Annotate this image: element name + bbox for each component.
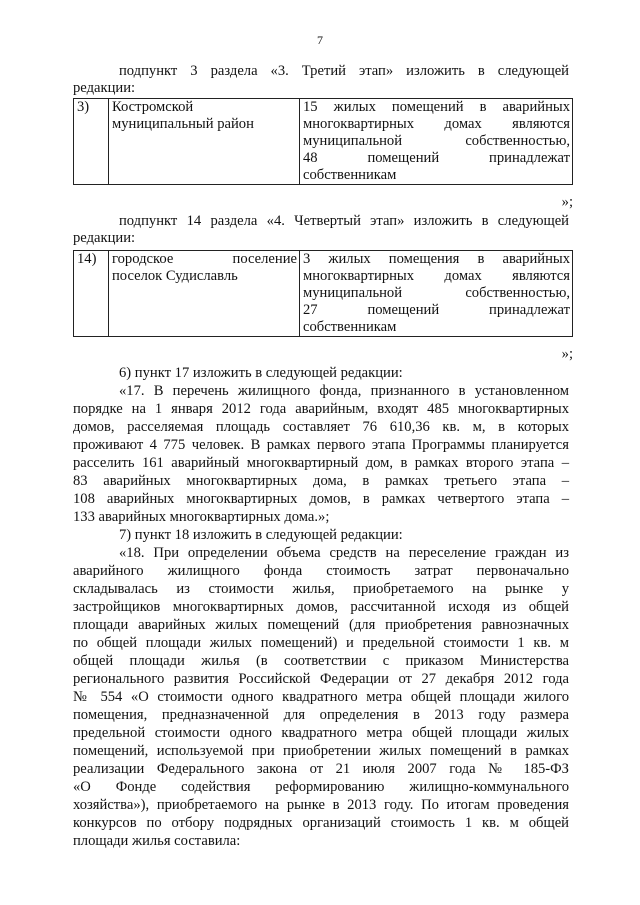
p18-line: по общей площади жилых помещений) и предельной стоимости 1 кв. м [73, 635, 569, 651]
p18-line: складывалась из стоимости жилья, приобретаемого на рынке у [73, 581, 569, 597]
municipality-line: Костромской [112, 99, 194, 115]
description-line: 48 помещений принадлежат [303, 150, 570, 166]
description-line: собственникам [303, 167, 397, 183]
p18-line: площади жилья составила: [73, 833, 241, 849]
description-line: 15 жилых помещений в аварийных [303, 99, 570, 115]
p17-line: 108 аварийных многоквартирных домов, в рамках четвертого этапа – [73, 491, 569, 507]
p18-line: помещений, используемой при приобретении жилых помещений в рамках [73, 743, 569, 759]
p17-line: расселить 161 аварийный многоквартирный дом, в рамках второго этапа – [73, 455, 569, 471]
closing-quote-1: »; [561, 194, 573, 210]
municipality-line: муниципальный район [112, 116, 254, 132]
municipality-line: поселок Судиславль [112, 268, 238, 284]
intro2-line2: редакции: [73, 230, 136, 246]
table-stage4 [73, 250, 573, 337]
p18-line: площади аварийных жилых помещений (для приобретения равнозначных [73, 617, 569, 633]
municipality-cell [109, 251, 300, 337]
table-row [74, 99, 573, 185]
p18-line: общей площади жилья (в соответствии с приказом Министерства [73, 653, 569, 669]
description-line: собственникам [303, 319, 397, 335]
page-number: 7 [317, 33, 323, 47]
p18-line: № 554 «О стоимости одного квадратного метра общей площади жилого [73, 689, 569, 705]
municipality-line: городское поселение [112, 251, 297, 267]
description-line: муниципальной собственностью, [303, 133, 570, 149]
p18-line: аварийного жилищного фонда стоимость затрат первоначально [73, 563, 569, 579]
row-number: 14) [77, 251, 97, 267]
p18-line: помещения, предназначенной для определения в 2013 году размера [73, 707, 569, 723]
description-line: муниципальной собственностью, [303, 285, 570, 301]
p17-line: порядке на 1 января 2012 года аварийным, входят 485 многоквартирных [73, 401, 569, 417]
intro2-line1: подпункт 14 раздела «4. Четвертый этап» изложить в следующей [119, 213, 569, 229]
description-line: 3 жилых помещения в аварийных [303, 251, 570, 267]
p18-line: хозяйства»), приобретаемого на рынке в 2013 году. По итогам проведения [73, 797, 569, 813]
p18-line: регионального развития Российской Федерации от 27 декабря 2012 года [73, 671, 569, 687]
description-line: многоквартирных домах являются [303, 116, 570, 132]
p18-line: застройщиков многоквартирных домов, рассчитанной исходя из общей [73, 599, 569, 615]
row-number: 3) [77, 99, 90, 115]
closing-quote-2: »; [561, 346, 573, 362]
description-cell [300, 99, 573, 185]
p17-line: домов, расселяемая площадь составляет 76 610,36 кв. м, в которых [73, 419, 569, 435]
p18-line: конкурсов по отбору подрядных организаций стоимость 1 кв. м общей [73, 815, 569, 831]
intro1-line1: подпункт 3 раздела «3. Третий этап» изложить в следующей [119, 63, 569, 79]
p18-line: предельной стоимости одного квадратного метра общей площади жилых [73, 725, 569, 741]
p17-line: 133 аварийных многоквартирных дома.»; [73, 509, 330, 525]
description-cell [300, 251, 573, 337]
intro1-line2: редакции: [73, 80, 136, 96]
row-number-cell [74, 99, 109, 185]
p18-line: «О Фонде содействия реформированию жилищно-коммунального [73, 779, 569, 795]
description-line: 27 помещений принадлежат [303, 302, 570, 318]
p17-line: «17. В перечень жилищного фонда, признанного в установленном [119, 383, 569, 399]
municipality-cell [109, 99, 300, 185]
row-number-cell [74, 251, 109, 337]
item6-heading: 6) пункт 17 изложить в следующей редакции: [119, 365, 403, 381]
item7-heading: 7) пункт 18 изложить в следующей редакции: [119, 527, 403, 543]
p17-line: 83 аварийных многоквартирных дома, в рамках третьего этапа – [73, 473, 569, 489]
description-line: многоквартирных домах являются [303, 268, 570, 284]
p18-line: реализации Федерального закона от 21 июля 2007 года № 185-ФЗ [73, 761, 569, 777]
table-stage3 [73, 98, 573, 185]
p17-line: проживают 4 775 человек. В рамках первого этапа Программы планируется [73, 437, 569, 453]
table-row [74, 251, 573, 337]
p18-line: «18. При определении объема средств на переселение граждан из [119, 545, 569, 561]
